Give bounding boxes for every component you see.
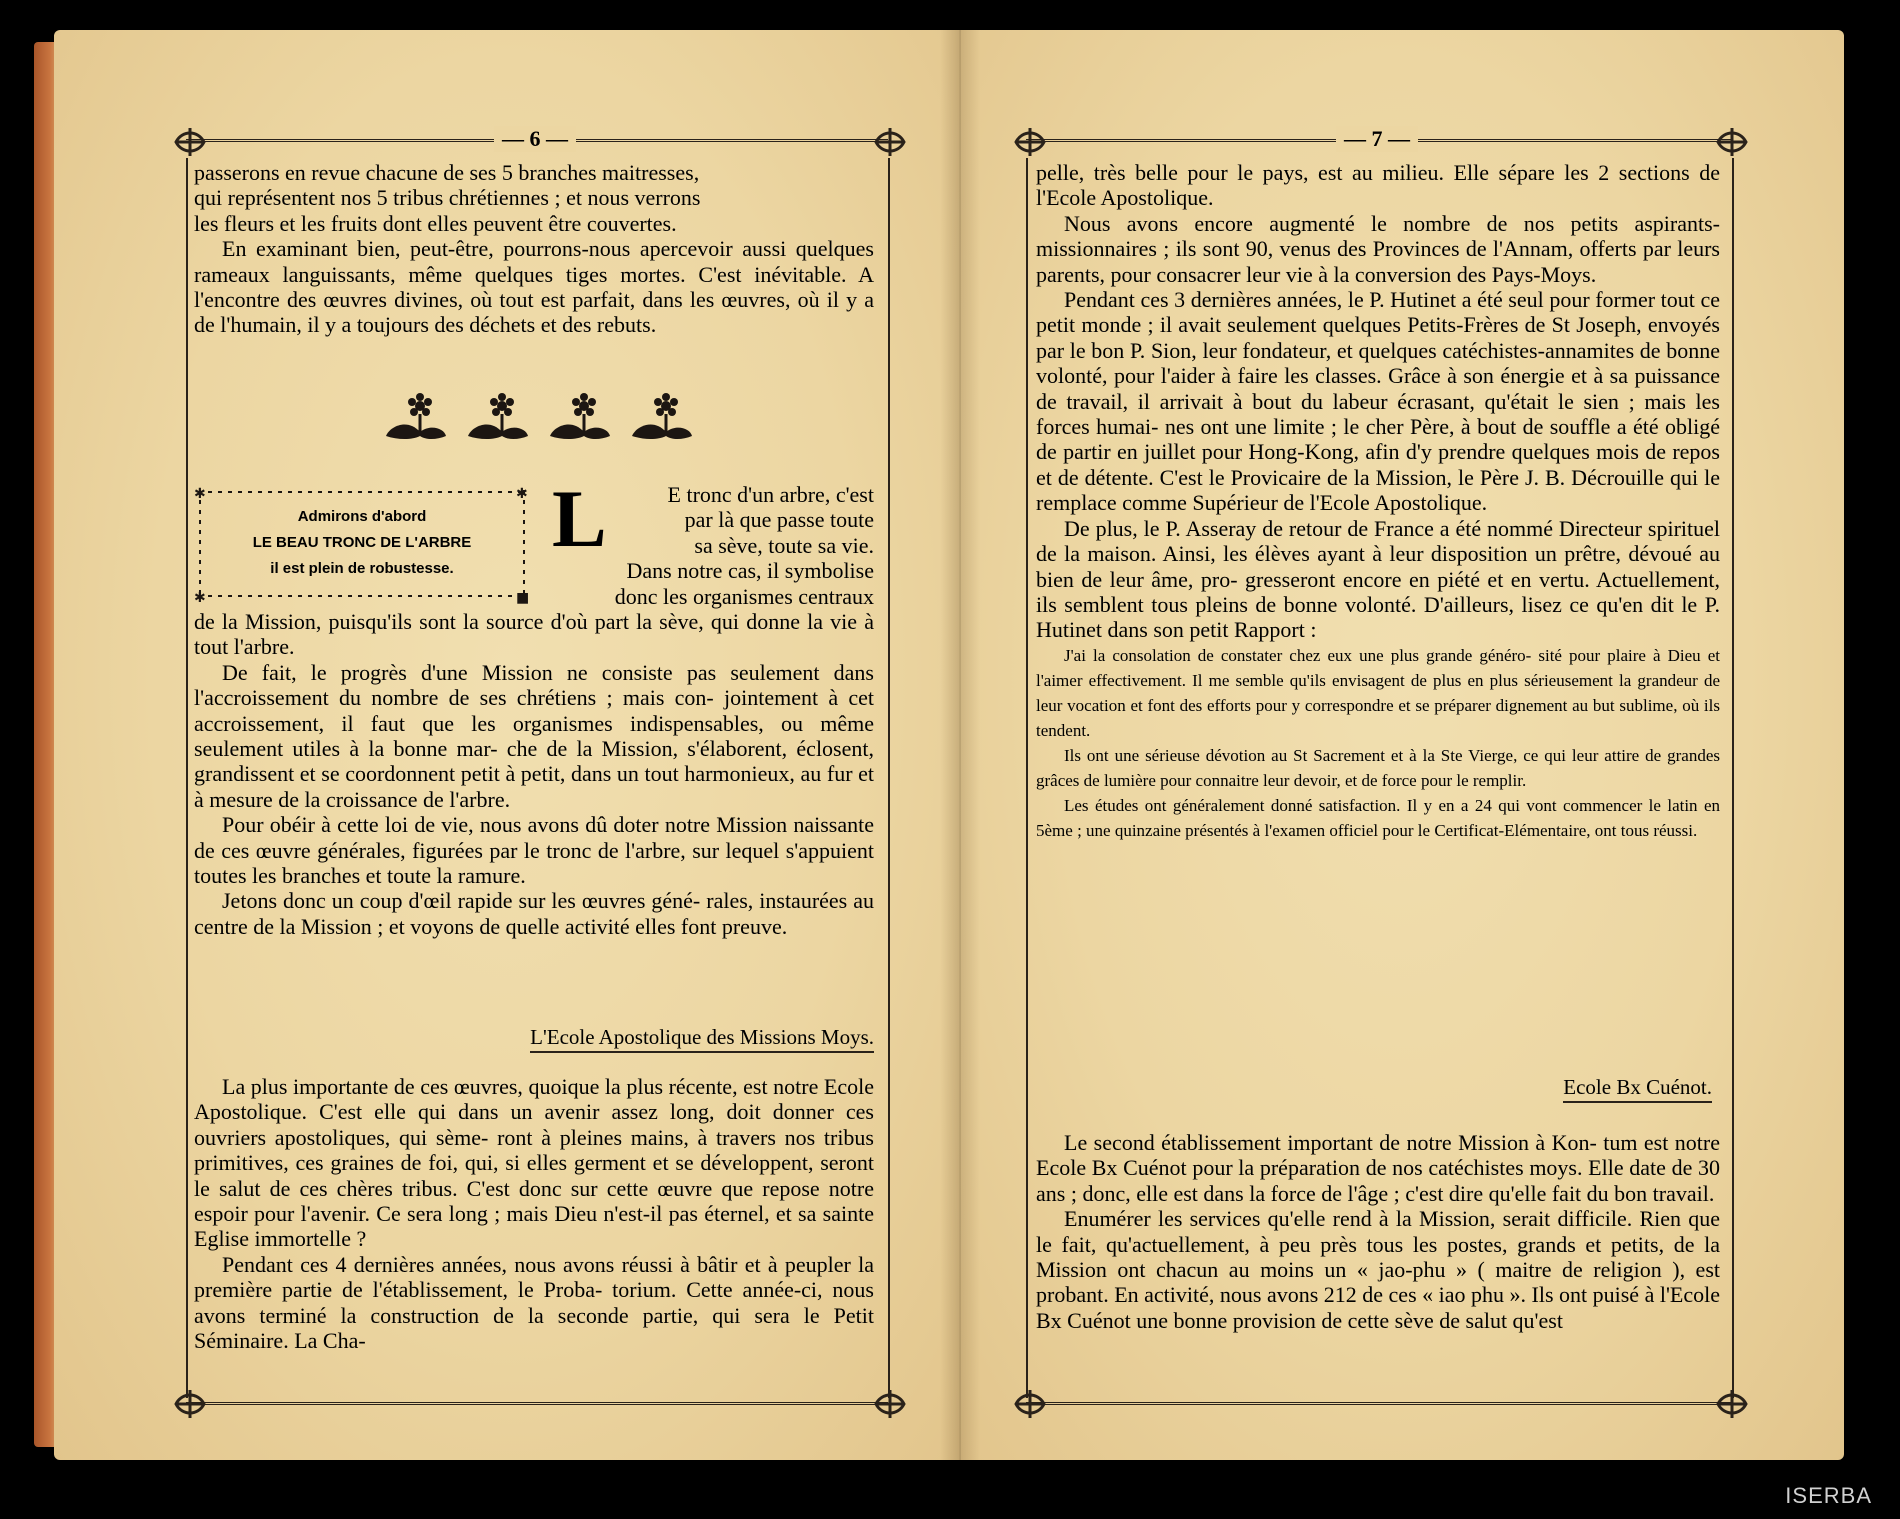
paragraph: Pendant ces 4 dernières années, nous avons réussi à bâtir et à peupler la première partie de l'établissement, le Proba- torium. Cette année-ci, nous avons terminé la construction de la seconde partie, qui sera le Petit Séminaire. La Cha- [194, 1251, 874, 1354]
text-line: donc les organismes centraux [614, 583, 874, 609]
corner-ornament-icon [172, 124, 208, 160]
section-title-text: L'Ecole Apostolique des Missions Moys. [530, 1025, 874, 1053]
page-number: — 7 — [1336, 126, 1418, 152]
corner-ornament-icon [1012, 124, 1048, 160]
drop-cap: L [552, 473, 607, 564]
box-line: Admirons d'abord [297, 508, 427, 525]
corner-ornament-icon [1714, 124, 1750, 160]
left-intro [194, 160, 874, 338]
paragraph: Nous avons encore augmenté le nombre de nos petits aspirants-missionnaires ; ils sont 90, venus des Provinces de l'Annam, offerts par leurs parents, pour consacrer leur vie à la conversion des Pays-Moys. [1036, 210, 1720, 287]
paragraph: De fait, le progrès d'une Mission ne consiste pas seulement dans l'accroissement du nombre de ses chrétiens ; mais con- jointement à cet accroissement, il faut que les organismes indispensables, ou même seulement utiles à la bonne mar- che de la Mission, s'élaborent, éclosent, grandissent et se coordonnent petit à petit, dans un tout harmonieux, au fur et à mesure de la croissance de l'arbre. [194, 659, 874, 812]
text-line: E tronc d'un arbre, c'est [667, 482, 874, 507]
paragraph: Enumérer les services qu'elle rend à la Mission, serait difficile. Rien que le fait, qu'actuellement, à peu près tous les postes, grands et petits, de la Mission ont chacun au moins un « jao-phu » ( maitre de religion ), est probant. En activité, nous avons 212 de ces « iao phu ». Ils ont puisé à l'Ecole Bx Cuénot une bonne provision de cette sève de salut qu'est [1036, 1206, 1720, 1333]
quote-paragraph: Les études ont généralement donné satisfaction. Il y en a 24 qui vont commencer le latin en 5ème ; une quinzaine présentés à l'examen officiel pour le Certificat-Elémentaire, ont tous réussi. [1036, 795, 1720, 840]
right-bottom-rule [1026, 1402, 1732, 1407]
paragraph: La plus importante de ces œuvres, quoique la plus récente, est notre Ecole Apostolique. C'est elle qui dans un avenir assez long, doit donner ces ouvriers apostoliques, qui sème- ront à pleines mains, à travers nos tribus primitives, ces graines de foi, qui, si elles germent et se développent, seront le salut de ces chères tribus. C'est donc sur cette œuvre que repose notre espoir pour l'avenir. Ce sera long ; mais Dieu n'est-il pas éternel, et sa sainte Eglise immortelle ? [194, 1074, 874, 1252]
right-body-2 [1036, 1130, 1720, 1333]
svg-text:■: ■ [516, 590, 530, 604]
page-number: — 6 — [494, 126, 576, 152]
text-line: qui représentent nos 5 tribus chrétiennes ; et nous verrons [194, 185, 701, 211]
text-line: passerons en revue chacune de ses 5 branches maitresses, [194, 160, 700, 185]
paragraph: de la Mission, puisqu'ils sont la source d'où part la sève, qui donne la vie à tout l'arbre. [194, 609, 874, 660]
text-line: sa sève, toute sa vie. [694, 532, 874, 558]
corner-ornament-icon [872, 124, 908, 160]
tronc-lines [548, 482, 874, 609]
text-line: les fleurs et les fruits dont elles peuvent être couvertes. [194, 210, 677, 236]
paragraph: Pour obéir à cette loi de vie, nous avons dû doter notre Mission naissante de ces œuvre générales, figurées par le tronc de l'arbre, sur lequel s'appuient toutes les branches et toute la ramure. [194, 812, 874, 889]
section-title-text: Ecole Bx Cuénot. [1563, 1075, 1712, 1103]
right-body [1036, 160, 1720, 843]
svg-text:✱: ✱ [194, 486, 206, 502]
left-body-2 [194, 1074, 874, 1353]
section-box [212, 504, 512, 582]
corner-ornament-icon [1714, 1386, 1750, 1422]
section-title [530, 1025, 874, 1050]
left-body [194, 609, 874, 939]
paragraph: De plus, le P. Asseray de retour de France a été nommé Directeur spirituel de la maison. Ainsi, les élèves ayant à leur disposition un prêtre, dévoué au bien de leur âme, pro- gresseront encore en piété et en vertu. Actuellement, ils semblent tous pleins de bonne volonté. D'ailleurs, lisez ce qu'en dit le P. Hutinet dans son petit Rapport : [1036, 515, 1720, 643]
flower-ornament [380, 392, 700, 448]
corner-ornament-icon [872, 1386, 908, 1422]
paragraph: Jetons donc un coup d'œil rapide sur les œuvres géné- rales, instaurées au centre de la Mission ; et voyons de quelle activité elles font preuve. [194, 888, 874, 939]
paragraph: pelle, très belle pour le pays, est au milieu. Elle sépare les 2 sections de l'Ecole Apostolique. [1036, 160, 1720, 211]
quote-paragraph: Ils ont une sérieuse dévotion au St Sacrement et à la Ste Vierge, ce qui leur attire de grandes grâces de lumière pour connaitre leur devoir, et de force pour le remplir. [1036, 745, 1720, 790]
svg-text:✱: ✱ [516, 486, 528, 502]
left-bottom-rule [186, 1402, 888, 1407]
section-title [1563, 1075, 1712, 1100]
quote-paragraph: J'ai la consolation de constater chez eux une plus grande généro- sité pour plaire à Dieu et l'aimer effectivement. Il me semble qu'ils envisagent de plus en plus sérieusement la grandeur de leur vocation et font des efforts pour y correspondre et se préparer dignement au but sublime, où ils tendent. [1036, 645, 1720, 740]
paragraph: En examinant bien, peut-être, pourrons-nous apercevoir aussi quelques rameaux languissants, même quelques tiges mortes. C'est inévitable. A l'encontre des œuvres divines, où tout est parfait, dans les œuvres, où il y a de l'humain, il y a toujours des déchets et des rebuts. [194, 236, 874, 338]
paragraph: Le second établissement important de notre Mission à Kon- tum est notre Ecole Bx Cuénot pour la préparation de nos catéchistes moys. Elle date de 30 ans ; donc, elle est dans la force de l'âge ; c'est dire qu'elle fait du bon travail. [1036, 1130, 1720, 1206]
svg-text:✱: ✱ [194, 590, 206, 604]
text-line: par là que passe toute [684, 507, 874, 533]
corner-ornament-icon [1012, 1386, 1048, 1422]
box-line: il est plein de robustesse. [270, 560, 454, 577]
book-gutter [940, 30, 980, 1460]
flower-icon [386, 393, 446, 439]
corner-ornament-icon [172, 1386, 208, 1422]
box-line: LE BEAU TRONC DE L'ARBRE [252, 534, 472, 551]
watermark: ISERBA [1785, 1483, 1872, 1508]
text-line: Dans notre cas, il symbolise [626, 558, 874, 584]
paragraph: Pendant ces 3 dernières années, le P. Hutinet a été seul pour former tout ce petit monde ; il avait seulement quelques Petits-Frères de St Joseph, envoyés par le bon P. Sion, leur fondateur, et quelques catéchistes-annamites de bonne volonté, pour l'aider à faire les classes. Grâce à son énergie et à sa puissance de travail, il arrivait à bout du labeur écrasant, qu'était le sien ; mais les forces humai- nes ont une limite ; le cher Père, à bout de souffle a été obligé de partir en juillet pour Hong-Kong, afin d'y prendre quelques mois de repos et de détente. C'est le Provicaire de la Mission, le Père J. B. Décrouille qui le remplace comme Supérieur de l'Ecole Apostolique. [1036, 287, 1720, 516]
